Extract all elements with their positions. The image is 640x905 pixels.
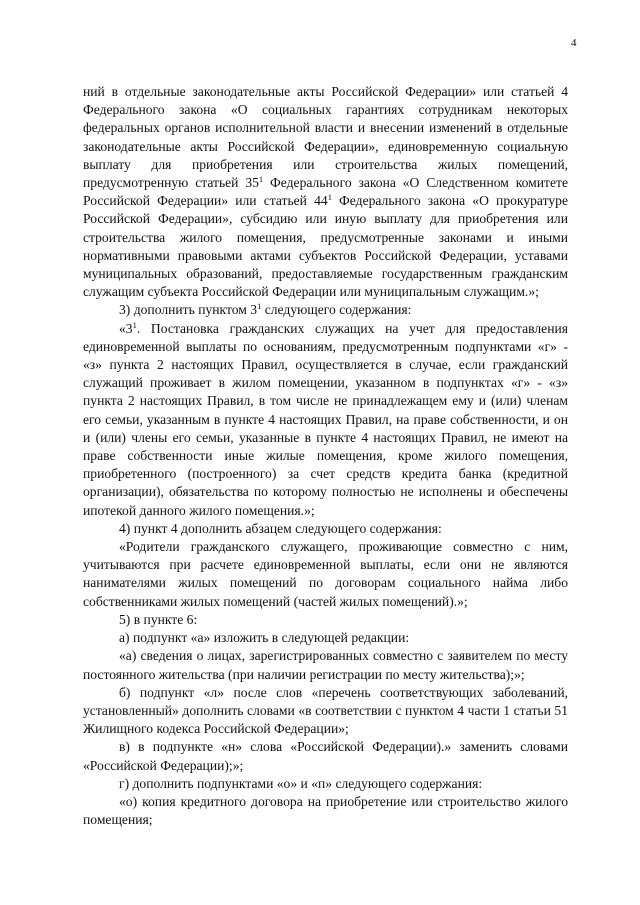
- paragraph: [83, 793, 568, 829]
- paragraph: [83, 629, 568, 647]
- paragraph-text: Федерального закона «О Следственном комитете Российской Федерации» или статьей 44: [83, 175, 569, 209]
- paragraph-text: 4) пункт 4 дополнить абзацем следующего содержания:: [119, 520, 442, 536]
- paragraph: [83, 647, 568, 683]
- paragraph-text: Федерального закона «О прокуратуре Российской Федерации», субсидию или иную выплату для приобретения или строительства жилого помещения, предусмотренные законами и иными нормативными правовыми актами субъектов Российской Федерации, уставами муниципальных образований, предоставляемые государственным гражданским служащим субъекта Российской Федерации или муниципальным служащим.»;: [83, 193, 568, 300]
- paragraph-text: «3: [119, 320, 133, 336]
- document-body: [83, 83, 568, 829]
- paragraph: [83, 738, 568, 774]
- paragraph-text: «а) сведения о лицах, зарегистрированных совместно с заявителем по месту постоянного жительства (при наличии регистрации по месту жительства);»;: [83, 648, 568, 682]
- paragraph-text: б) подпункт «л» после слов «перечень соответствующих заболеваний, установленный» дополнить словами «в соответствии с пунктом 4 части 1 статьи 51 Жилищного кодекса Российской Федерации»;: [83, 684, 568, 737]
- superscript: 1: [132, 319, 137, 330]
- paragraph-text: ний в отдельные законодательные акты Российской Федерации» или статьей 4 Федерального закона «О социальных гарантиях сотрудникам некоторых федеральных органов исполнительной власти и внесении изменений в отдельные законодательные акты Российской Федерации», единовременную социальную выплату для приобретения или строительства жилых помещений, предусмотренную статьей 35: [83, 84, 568, 191]
- paragraph-text: г) дополнить подпунктами «о» и «п» следующего содержания:: [119, 775, 483, 791]
- superscript: 1: [257, 301, 262, 312]
- paragraph-text: 3) дополнить пунктом 3: [119, 302, 258, 318]
- paragraph-text: «о) копия кредитного договора на приобретение или строительство жилого помещения;: [83, 793, 568, 828]
- paragraph: [83, 538, 568, 611]
- paragraph-text: а) подпункт «а» изложить в следующей редакции:: [119, 630, 410, 646]
- paragraph-text: в) в подпункте «н» слова «Российской Федерации).» заменить словами «Российской Федерации);»;: [83, 739, 568, 773]
- page-number: 4: [571, 37, 577, 49]
- paragraph: [83, 684, 568, 739]
- superscript: 1: [327, 192, 332, 203]
- paragraph: [83, 301, 568, 319]
- paragraph-text: следующего содержания:: [261, 302, 412, 318]
- paragraph-text: . Постановка гражданских служащих на учет для предоставления единовременной выплаты по основаниям, предусмотренным подпунктами «г» - «з» пункта 2 настоящих Правил, осуществляется в случае, если гражданский служащий проживает в жилом помещении, указанном в подпунктах «г» - «з» пункта 2 настоящих Правил, в том числе не принадлежащем ему и (или) членам его семьи, указанным в пункте 4 настоящих Правил, на праве собственности, и он и (или) члены его семьи, указанные в пункте 4 настоящих Правил, не имеют на праве собственности иные жилые помещения, кроме жилого помещения, приобретенного (построенного) за счет средств кредита банка (кредитной организации), обязательства по которому полностью не исполнены и обеспечены ипотекой данного жилого помещения.»;: [83, 320, 568, 518]
- paragraph: [83, 320, 568, 520]
- paragraph: [83, 83, 568, 301]
- paragraph: [83, 520, 568, 538]
- paragraph-text: 5) в пункте 6:: [119, 611, 198, 627]
- paragraph: [83, 611, 568, 629]
- superscript: 1: [258, 174, 264, 185]
- paragraph-text: «Родители гражданского служащего, проживающие совместно с ним, учитываются при расчете единовременной выплаты, если они не являются нанимателями жилых помещений по договорам социального найма либо собственниками жилых помещений (частей жилых помещений).»;: [83, 539, 568, 609]
- paragraph: [83, 775, 568, 793]
